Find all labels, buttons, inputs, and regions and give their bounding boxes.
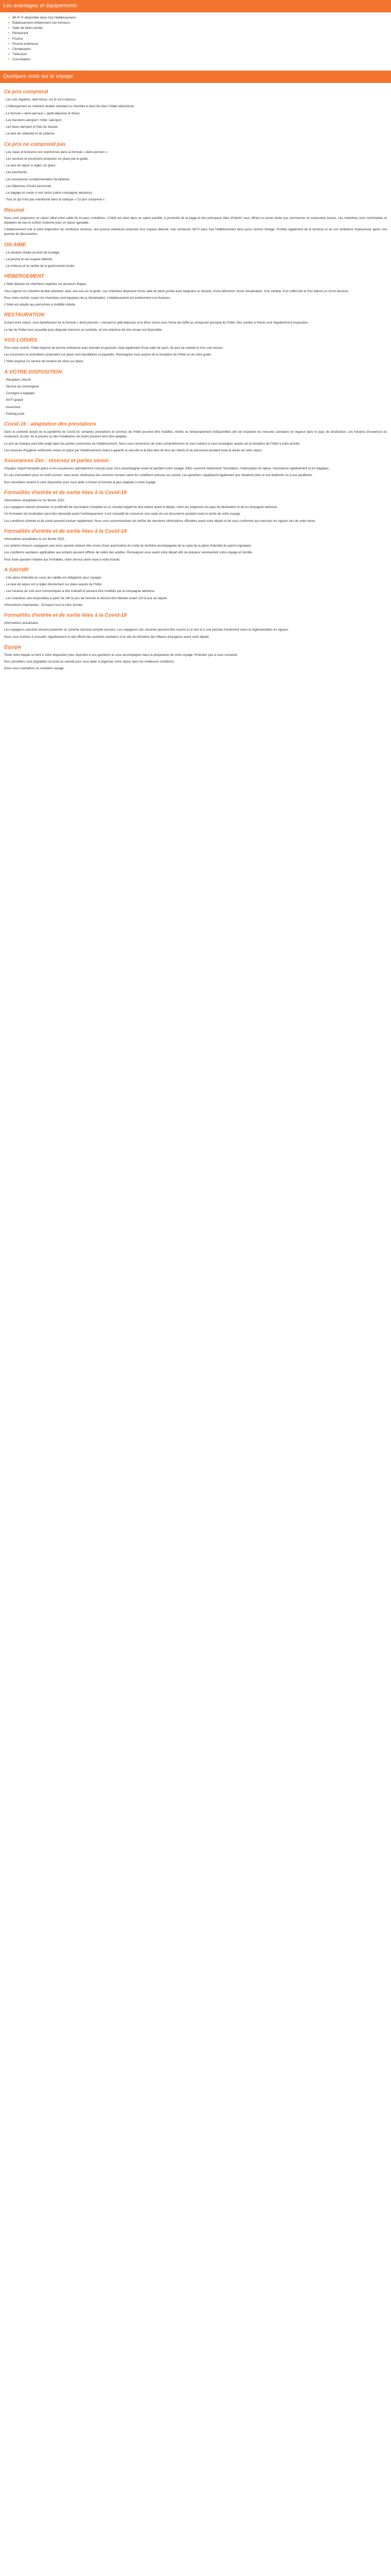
section-heading: ON AIME bbox=[4, 242, 26, 248]
section-heading: A SAVOIR bbox=[4, 567, 29, 573]
page bbox=[0, 0, 391, 676]
section-paragraph: Les excursions et animations proposées sur place sont facultatives et payantes. Renseignez-vous auprès de la réception de l'hôtel ou de votre guide. bbox=[4, 353, 212, 357]
section-block bbox=[4, 207, 387, 237]
section-heading: Formalités d'entrée et de sortie liées à la Covid-19 bbox=[4, 528, 127, 534]
section-paragraph: Pour toute question relative aux formalités, notre service client reste à votre écoute. bbox=[4, 557, 121, 562]
section-paragraph: En cas d'annulation pour un motif couvert, vous serez remboursé des sommes versées selon les conditions prévues au contrat. Les garanties s'appliquent également aux situations liées à une épidémie ou à une pandémie. bbox=[4, 473, 313, 478]
section-block bbox=[4, 457, 387, 485]
section-heading: RESTAURATION bbox=[4, 312, 44, 318]
amenity-item: ■ Climatisation bbox=[9, 47, 386, 52]
section-paragraph: - Consigne à bagages bbox=[4, 392, 35, 396]
section-paragraph: - La formule « demi-pension » (petit-déjeuner et dîner). bbox=[4, 111, 81, 115]
section-paragraph: L'établissement met à votre disposition de nombreux services, une piscine extérieure entourée d'un espace détente, une connexion Wi-Fi dans tout l'établissement ainsi qu'un service d'étage. Profitez également de la terrasse et de son ambiance chaleureuse après une journée de découvertes. bbox=[4, 228, 387, 236]
section-paragraph: - Les services et excursions proposés sur place par le guide. bbox=[4, 157, 89, 161]
section-paragraph: Vous logerez en chambre double standard, avec une vue sur le jardin. Les chambres disposent d'une salle de bains privée avec baignoire ou douche, d'une télévision, d'une climatisation, d'un minibar, d'un coffre-fort et d'un balcon ou d'une terrasse. bbox=[4, 289, 349, 293]
section-paragraph: - La piscine et son espace détente. bbox=[4, 257, 53, 261]
section-heading: Équipe bbox=[4, 644, 22, 650]
section-block bbox=[4, 489, 387, 523]
amenities-title: Les avantages et équipements bbox=[3, 3, 77, 9]
section-paragraph: - L'hébergement en chambre double standard ou chambre à deux lits dans l'hôtel sélectionné. bbox=[4, 105, 135, 109]
section-paragraph: Les conditions sanitaires applicables aux enfants peuvent différer de celles des adultes. Renseignez-vous avant votre départ afin de préparer sereinement votre voyage en famille. bbox=[4, 551, 253, 555]
section-heading: Ce prix comprend bbox=[4, 89, 48, 95]
section-heading: Résumé bbox=[4, 207, 24, 213]
section-heading: À VOTRE DISPOSITION bbox=[4, 369, 62, 375]
section-block bbox=[4, 612, 387, 639]
section-paragraph: Informations actualisées le 1er février 2022. bbox=[4, 498, 66, 502]
section-block bbox=[4, 336, 387, 364]
section-paragraph: Toute notre équipe se tient à votre disposition pour répondre à vos questions et vous accompagner dans la préparation de votre voyage. N'hésitez pas à nous contacter. bbox=[4, 653, 238, 657]
section-block bbox=[4, 141, 387, 202]
section-block bbox=[4, 528, 387, 562]
section-paragraph: Informations importantes : Envoyez-nous à votre arrivée. bbox=[4, 603, 84, 607]
amenity-item: ■ Restaurant bbox=[9, 31, 386, 36]
section-paragraph: Voyagez l'esprit tranquille grâce à nos assurances spécialement conçues pour vous accompagner avant et pendant votre voyage. Elles couvrent notamment l'annulation, l'interruption de séjour, l'assistance rapatriement et les bagages. bbox=[4, 467, 330, 471]
section-paragraph: Nos conseillers restent à votre disposition pour vous aider à choisir la formule la plus adaptée à votre voyage. bbox=[4, 480, 157, 484]
section-paragraph: - Parking privé bbox=[4, 412, 25, 416]
section-paragraph: - Tout ce qui n'est pas mentionné dans la rubrique « Ce prix comprend ». bbox=[4, 198, 106, 202]
section-paragraph: - Ascenseur bbox=[4, 405, 21, 409]
section-paragraph: - Les chambres sont disponibles à partir de 14h le jour de l'arrivée et doivent être libérées avant 12h le jour du départ. bbox=[4, 596, 168, 600]
section-paragraph: - Les horaires de vols sont communiqués à titre indicatif et peuvent être modifiés par la compagnie aérienne. bbox=[4, 589, 155, 594]
section-heading: Assurances Zen : réservez et partez serein bbox=[4, 458, 109, 464]
section-paragraph: Nous vous invitons à consulter régulièrement le site officiel des autorités sanitaires et le site du ministère des Affaires étrangères avant votre départ. bbox=[4, 635, 210, 639]
section-paragraph: Pour votre confort, toutes les chambres sont équipées de la climatisation. L'établissement est entièrement non-fumeurs. bbox=[4, 296, 171, 300]
section-paragraph: L'hôtel dispose de chambres réparties sur plusieurs étages. bbox=[4, 282, 87, 286]
amenity-item: ■ Piscine bbox=[9, 37, 386, 42]
section-paragraph: Les conditions d'entrée et de sortie peuvent évoluer rapidement. Nous vous recommandons de vérifier les dernières informations officielles avant votre départ et de vous conformer aux mesures en vigueur lors de votre retour. bbox=[4, 519, 316, 523]
section-paragraph: - Les transferts aéroport / hôtel / aéroport. bbox=[4, 118, 62, 122]
section-heading: Formalités d'entrée et de sortie liées à la Covid-19 bbox=[4, 613, 127, 619]
section-paragraph: L'hôtel propose un service de location de vélos sur place. bbox=[4, 360, 84, 364]
amenity-item: ■ Wi-Fi ✈ disponible dans tout l'établissement bbox=[9, 15, 386, 21]
amenity-item: ■ Télévision bbox=[9, 52, 386, 57]
section-paragraph: - La taxe de séjour est à régler directement sur place auprès de l'hôtel. bbox=[4, 583, 103, 587]
section-block bbox=[4, 368, 387, 417]
section-paragraph: - La situation idéale au bord de la plage. bbox=[4, 250, 60, 255]
section-block bbox=[4, 88, 387, 137]
section-paragraph: Nous vous proposons un séjour idéal entre sable fin et eaux cristallines. L'hôtel est situé dans un cadre paisible, à proximité de la plage et des principaux sites d'intérêt, vous offrant un accès facile aux commerces et restaurants locaux. Les chambres sont confortables et équipées de tout le confort moderne pour un séjour agréable. bbox=[4, 216, 387, 225]
section-paragraph: Le port du masque peut être exigé dans les parties communes de l'établissement. Nous vous remercions de votre compréhension et vous invitons à vous renseigner auprès de la réception de l'hôtel à votre arrivée. bbox=[4, 442, 301, 446]
section-heading: HÉBERGEMENT bbox=[4, 274, 44, 280]
section-heading: Formalités d'entrée et de sortie liées à la Covid-19 bbox=[4, 489, 127, 496]
section-block bbox=[4, 420, 387, 453]
section-paragraph: Un formulaire de localisation peut être demandé avant l'embarquement. Il est conseillé de conserver une copie de vos documents pendant toute la durée de votre voyage. bbox=[4, 512, 241, 516]
section-paragraph: - Service de conciergerie bbox=[4, 384, 39, 388]
section-heading: Ce prix ne comprend pas bbox=[4, 141, 66, 147]
section-paragraph: Nous vous souhaitons un excellent voyage. bbox=[4, 667, 65, 671]
section-paragraph: - Réception 24h/24 bbox=[4, 378, 31, 382]
section-paragraph: Les mesures d'hygiène renforcées mises en place par l'établissement visent à garantir la sécurité et le bien-être de tous les clients et du personnel pendant toute la durée de votre séjour. bbox=[4, 448, 263, 452]
section-block bbox=[4, 273, 387, 307]
trip-details bbox=[0, 83, 391, 676]
section-paragraph: Le bar de l'hôtel vous accueille pour déguster boissons et cocktails, et une sélection de vins locaux est disponible. bbox=[4, 328, 163, 332]
section-paragraph: - La taxe de solidarité et de carbone. bbox=[4, 132, 55, 136]
section-paragraph: Les voyageurs vaccinés doivent présenter un schéma vaccinal complet reconnu. Les voyageurs non vaccinés peuvent être soumis à un test et à une période d'isolement selon la réglementation en vigueur. bbox=[4, 628, 289, 632]
section-heading: Covid-19 : adaptation des prestations bbox=[4, 421, 96, 428]
amenity-item: ■ Consultation bbox=[9, 57, 386, 62]
notes-title: Quelques mots sur le voyage bbox=[3, 73, 73, 80]
section-paragraph: Informations actualisées le 1er février 2022. bbox=[4, 537, 66, 541]
section-paragraph: L'hôtel est adapté aux personnes à mobilité réduite. bbox=[4, 303, 76, 307]
section-paragraph: Pour votre confort, l'hôtel dispose de piscine extérieure avec transats et parasols, mais également d'une salle de sport, de jeux de société et d'un coin lecture. bbox=[4, 346, 224, 350]
section-block bbox=[4, 241, 387, 269]
amenity-item: ■ Salle de bains privée bbox=[9, 26, 386, 31]
notes-header bbox=[0, 71, 391, 83]
amenities-list bbox=[0, 12, 391, 66]
section-paragraph: - Le bagage en soute si non inclus (selon compagnie aérienne). bbox=[4, 191, 93, 195]
section-paragraph: - Une pièce d'identité en cours de validité est obligatoire pour voyager. bbox=[4, 575, 102, 580]
section-paragraph: - Les dépenses d'ordre personnel. bbox=[4, 184, 52, 188]
section-paragraph: Les enfants mineurs voyageant sans leurs parents doivent être munis d'une autorisation de sortie du territoire accompagnée de la copie de la pièce d'identité du parent signataire. bbox=[4, 544, 252, 548]
section-paragraph: - Les taxes aéroport et frais de dossier. bbox=[4, 125, 59, 129]
section-paragraph: - Wi-Fi gratuit bbox=[4, 398, 23, 402]
section-paragraph: Dans le contexte actuel de la pandémie de Covid-19, certaines prestations et services de l'hôtel peuvent être modifiés, limités ou temporairement indisponibles afin de respecter les mesures sanitaires en vigueur dans le pays de destination. Les horaires d'ouverture du restaurant, du bar, de la piscine ou des installations de loisirs peuvent ainsi être adaptés. bbox=[4, 430, 387, 439]
section-paragraph: - La richesse et la variété de la gastronomie locale. bbox=[4, 264, 75, 268]
amenity-item: ■ Piscine extérieure bbox=[9, 42, 386, 47]
section-paragraph: Les voyageurs doivent présenter un justificatif de vaccination complète ou un résultat négatif de test réalisé avant le départ, selon les exigences du pays de destination et de la compagnie aérienne. bbox=[4, 505, 278, 510]
section-heading: VOS LOISIRS bbox=[4, 337, 37, 343]
section-paragraph: - Les pourboires. bbox=[4, 171, 28, 175]
amenities-header bbox=[0, 0, 391, 12]
section-paragraph: - Les vols réguliers, aller/retour, sur le vol ci-dessus. bbox=[4, 98, 77, 102]
section-paragraph: - La taxe de séjour à régler sur place. bbox=[4, 164, 56, 168]
section-block bbox=[4, 311, 387, 332]
section-paragraph: Nos conseillers sont joignables du lundi au samedi pour vous aider à organiser votre séjour dans les meilleures conditions. bbox=[4, 660, 175, 664]
section-block bbox=[4, 643, 387, 671]
section-paragraph: - Les assurances complémentaires facultatives. bbox=[4, 177, 71, 181]
amenity-item: ■ Établissement entièrement non-fumeurs bbox=[9, 21, 386, 26]
section-block bbox=[4, 566, 387, 607]
section-paragraph: Durant votre séjour, vous bénéficierez de la formule « demi-pension » incluant le petit-déjeuner et le dîner servis sous forme de buffet au restaurant principal de l'hôtel. Des soirées à thème sont régulièrement proposées. bbox=[4, 321, 309, 325]
section-paragraph: Informations actualisées. bbox=[4, 621, 39, 625]
section-paragraph: - Les repas et boissons non mentionnés dans la formule « demi-pension ». bbox=[4, 150, 108, 154]
